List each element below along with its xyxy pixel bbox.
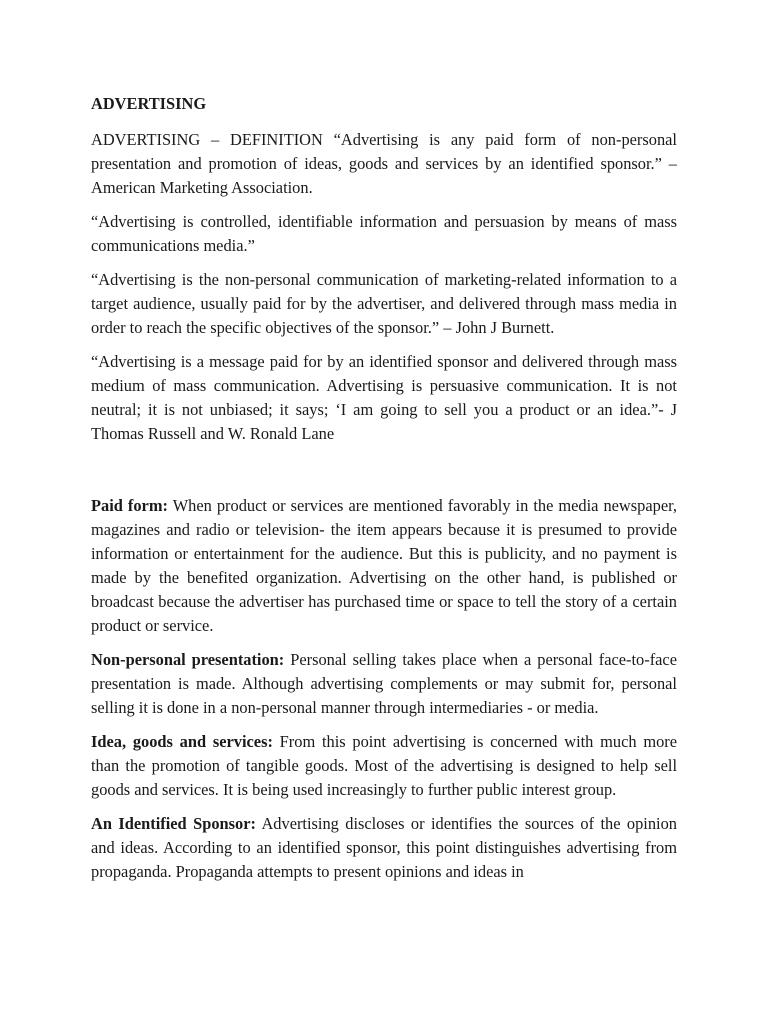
feature-paragraph-sponsor — [91, 812, 677, 884]
feature-text: From this point advertising is concerned with much more than the promotion of tangible goods. Most of the advertising is designed to help sell goods and services. It is being used increasingly to further public interest group. — [91, 732, 677, 799]
feature-term: Idea, goods and services: — [91, 732, 273, 751]
definition-paragraph: ADVERTISING – DEFINITION “Advertising is any paid form of non-personal presentation and promotion of ideas, goods and services by an identified sponsor.” – American Marketing Association. — [91, 130, 677, 197]
feature-text: Advertising discloses or identifies the sources of the opinion and ideas. According to an identified sponsor, this point distinguishes advertising from propaganda. Propaganda attempts to present opinions and ideas in — [91, 814, 677, 881]
feature-term: An Identified Sponsor: — [91, 814, 256, 833]
feature-paragraph-ideas-goods — [91, 730, 677, 802]
feature-paragraph-non-personal — [91, 648, 677, 720]
document-page — [91, 90, 677, 894]
feature-text: Personal selling takes place when a personal face-to-face presentation is made. Although advertising complements or may submit for, personal selling it is done in a non-personal manner through intermediaries - or media. — [91, 650, 677, 717]
page-title: ADVERTISING — [91, 94, 207, 113]
feature-paragraph-paid-form — [91, 494, 677, 638]
blank-line — [91, 456, 677, 494]
feature-term: Paid form: — [91, 496, 168, 515]
feature-term: Non-personal presentation: — [91, 650, 285, 669]
definition-paragraph: “Advertising is controlled, identifiable information and persuasion by means of mass communications media.” — [91, 212, 677, 255]
definition-paragraph: “Advertising is a message paid for by an identified sponsor and delivered through mass medium of mass communication. Advertising is persuasive communication. It is not neutral; it is not unbiased; it says; ‘I am going to sell you a product or an idea.”- J Thomas Russell and W. Ronald Lane — [91, 352, 677, 443]
feature-text: When product or services are mentioned favorably in the media newspaper, magazines and radio or television- the item appears because it is presumed to provide information or entertainment for the audience. But this is publicity, and no payment is made by the benefited organization. Advertising on the other hand, is published or broadcast because the advertiser has purchased time or space to tell the story of a certain product or service. — [91, 496, 677, 635]
definition-paragraph: “Advertising is the non-personal communication of marketing-related information to a target audience, usually paid for by the advertiser, and delivered through mass media in order to reach the specific objectives of the sponsor.” – John J Burnett. — [91, 270, 677, 337]
